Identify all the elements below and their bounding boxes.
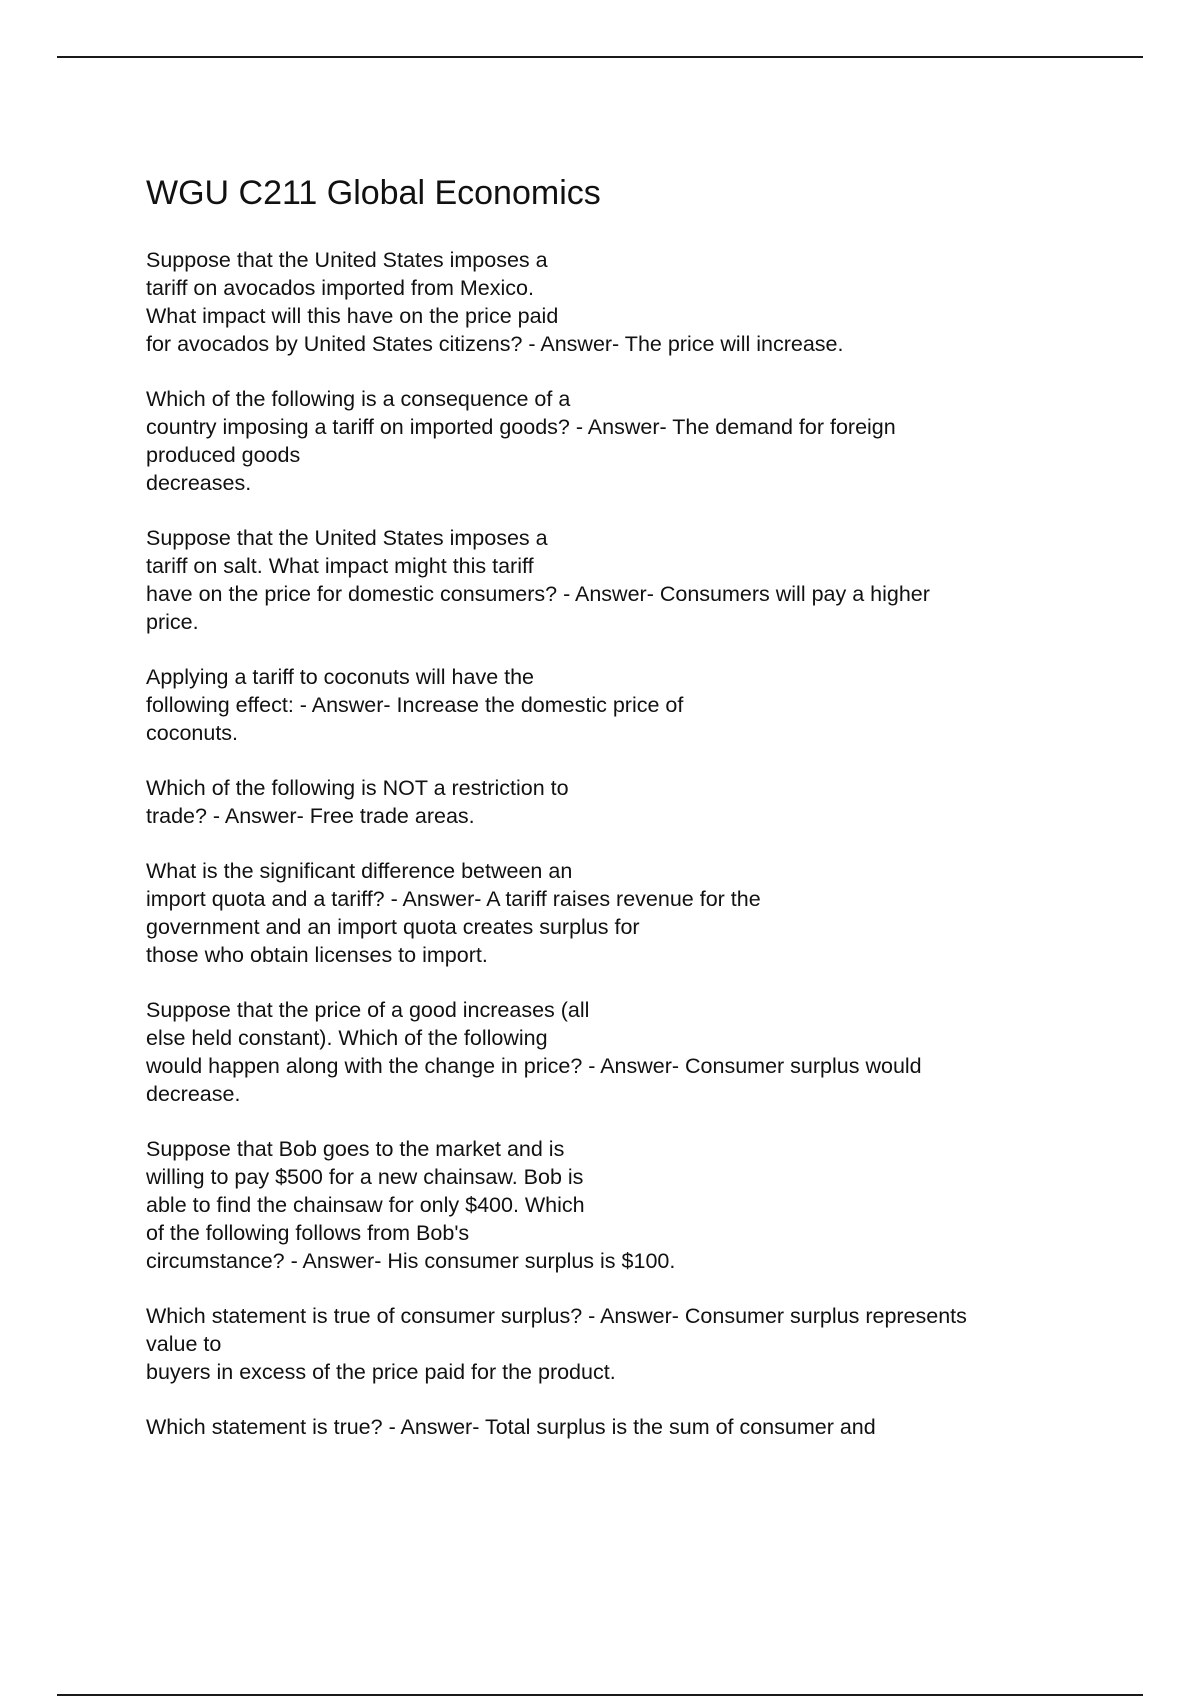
qa-item xyxy=(146,1135,1086,1275)
qa-line: else held constant). Which of the following xyxy=(146,1026,548,1050)
qa-item xyxy=(146,774,1086,830)
qa-line: decreases. xyxy=(146,471,252,495)
qa-line: tariff on salt. What impact might this tariff xyxy=(146,554,534,578)
qa-item xyxy=(146,1413,1086,1441)
qa-item xyxy=(146,1302,1086,1386)
qa-line: Suppose that Bob goes to the market and is xyxy=(146,1137,565,1161)
qa-line: for avocados by United States citizens? - Answer- The price will increase. xyxy=(146,332,844,356)
qa-line: Applying a tariff to coconuts will have the xyxy=(146,665,535,689)
qa-line: Which statement is true of consumer surplus? - Answer- Consumer surplus represents xyxy=(146,1304,967,1328)
qa-line: have on the price for domestic consumers? - Answer- Consumers will pay a higher xyxy=(146,582,930,606)
qa-item xyxy=(146,246,1086,358)
qa-item xyxy=(146,385,1086,497)
qa-line: What impact will this have on the price paid xyxy=(146,304,559,328)
qa-item xyxy=(146,524,1086,636)
bottom-divider xyxy=(57,1694,1143,1696)
qa-line: Which of the following is a consequence of a xyxy=(146,387,571,411)
qa-line: coconuts. xyxy=(146,721,239,745)
qa-line: country imposing a tariff on imported goods? - Answer- The demand for foreign xyxy=(146,415,896,439)
qa-line: trade? - Answer- Free trade areas. xyxy=(146,804,475,828)
qa-line: price. xyxy=(146,610,199,634)
qa-line: willing to pay $500 for a new chainsaw. Bob is xyxy=(146,1165,584,1189)
qa-item xyxy=(146,663,1086,747)
qa-line: government and an import quota creates surplus for xyxy=(146,915,640,939)
qa-line: Which of the following is NOT a restriction to xyxy=(146,776,569,800)
qa-line: those who obtain licenses to import. xyxy=(146,943,488,967)
qa-line: import quota and a tariff? - Answer- A tariff raises revenue for the xyxy=(146,887,761,911)
qa-line: tariff on avocados imported from Mexico. xyxy=(146,276,534,300)
qa-line: What is the significant difference between an xyxy=(146,859,573,883)
qa-line: able to find the chainsaw for only $400. Which xyxy=(146,1193,585,1217)
qa-line: Which statement is true? - Answer- Total surplus is the sum of consumer and xyxy=(146,1415,876,1439)
qa-item xyxy=(146,857,1086,969)
qa-line: of the following follows from Bob's xyxy=(146,1221,470,1245)
qa-line: buyers in excess of the price paid for the product. xyxy=(146,1360,616,1384)
qa-line: Suppose that the price of a good increases (all xyxy=(146,998,590,1022)
qa-line: Suppose that the United States imposes a xyxy=(146,526,548,550)
qa-line: decrease. xyxy=(146,1082,241,1106)
qa-item xyxy=(146,996,1086,1108)
qa-line: following effect: - Answer- Increase the domestic price of xyxy=(146,693,684,717)
qa-line: produced goods xyxy=(146,443,301,467)
top-divider xyxy=(57,56,1143,58)
qa-line: would happen along with the change in price? - Answer- Consumer surplus would xyxy=(146,1054,922,1078)
page-title: WGU C211 Global Economics xyxy=(146,174,601,212)
qa-line: circumstance? - Answer- His consumer surplus is $100. xyxy=(146,1249,676,1273)
qa-line: Suppose that the United States imposes a xyxy=(146,248,548,272)
qa-line: value to xyxy=(146,1332,222,1356)
document-body xyxy=(146,172,1086,1468)
